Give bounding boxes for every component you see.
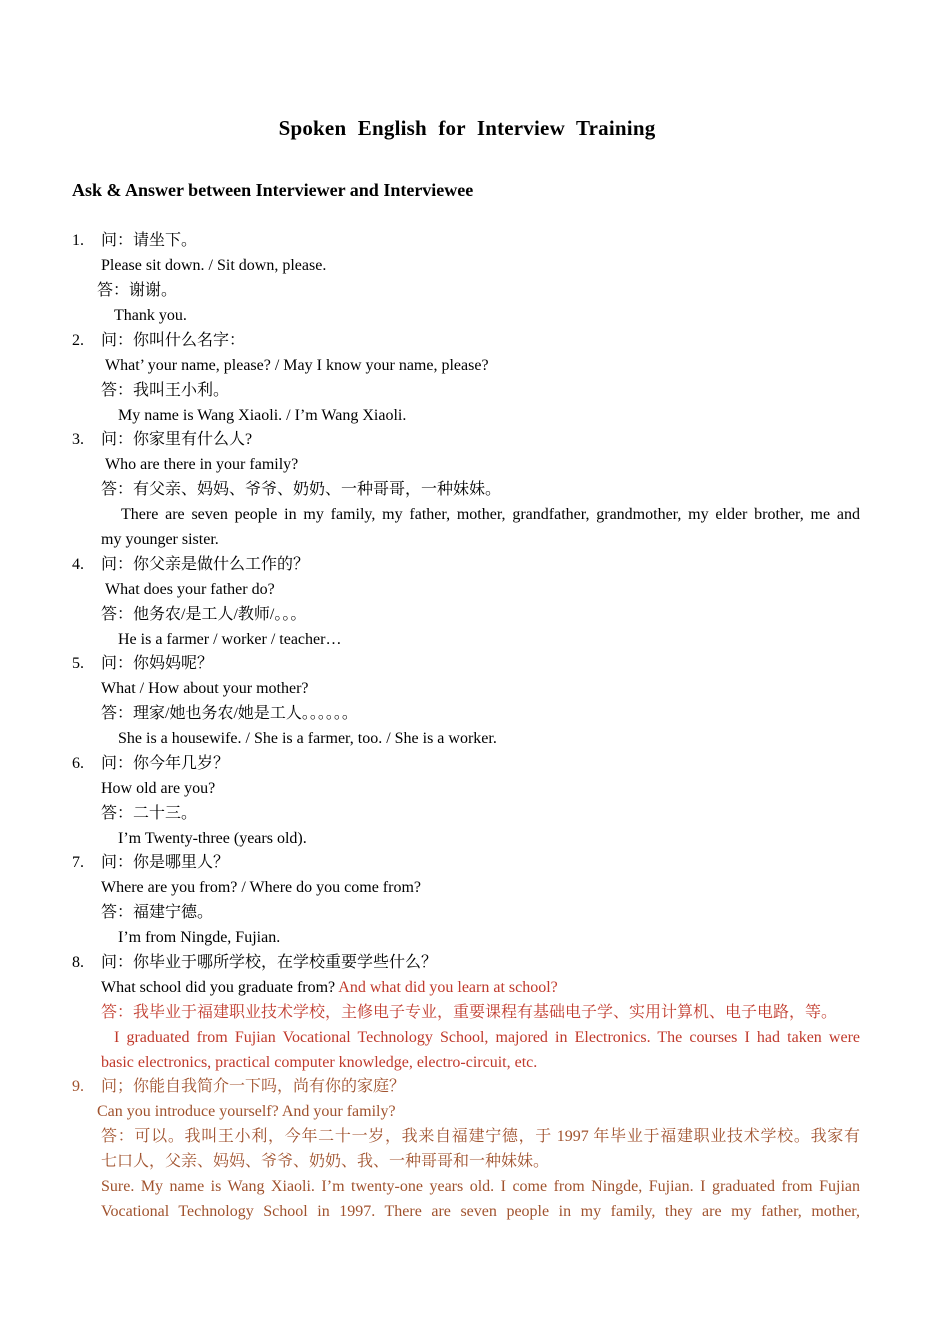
- item-number: 3.: [72, 431, 84, 448]
- question-english: Where are you from? / Where do you come from?: [101, 879, 422, 896]
- question-chinese: 问：你家里有什么人?: [101, 431, 253, 448]
- answer-english: Thank you.: [114, 307, 187, 324]
- question-english: What does your father do?: [105, 581, 275, 598]
- question-english: Who are there in your family?: [105, 456, 299, 473]
- question-english: How old are you?: [101, 780, 216, 797]
- answer-chinese: 答：谢谢。: [97, 282, 178, 299]
- question-english: What’ your name, please? / May I know your name, please?: [105, 357, 489, 374]
- answer-chinese: 答：我叫王小利。: [101, 382, 230, 399]
- item-number: 4.: [72, 556, 84, 573]
- question-chinese: 问：请坐下。: [101, 232, 198, 249]
- item-number: 9.: [72, 1078, 84, 1095]
- question-chinese: 问；你能自我简介一下吗，尚有你的家庭？: [101, 1078, 406, 1095]
- question-chinese: 问：你父亲是做什么工作的？: [101, 556, 310, 573]
- answer-english: I’m Twenty-three (years old).: [118, 830, 307, 847]
- question-chinese: 问：你是哪里人？: [101, 854, 230, 871]
- question-chinese: 问：你妈妈呢？: [101, 655, 214, 672]
- answer-chinese: 答：福建宁德。: [101, 904, 214, 921]
- answer-english: I graduated from Fujian Vocational Technology School, majored in Electronics. The courses I had taken were: [114, 1029, 860, 1046]
- answer-english: There are seven people in my family, my father, mother, grandfather, grandmother, my elder brother, me and: [121, 506, 860, 523]
- question-english: [101, 978, 558, 998]
- page-title: Spoken English for Interview Training: [278, 116, 656, 140]
- item-number: 6.: [72, 755, 84, 772]
- answer-chinese: 答：二十三。: [101, 805, 198, 822]
- item-number: 5.: [72, 655, 84, 672]
- answer-english: He is a farmer / worker / teacher…: [118, 631, 342, 648]
- answer-chinese-continued: 七口人，父亲、妈妈、爷爷、奶奶、我、一种哥哥和一种妹妹。: [101, 1153, 550, 1170]
- answer-chinese: 答：我毕业于福建职业技术学校，主修电子专业，重要课程有基础电子学、实用计算机、电子电路，等。: [101, 1004, 838, 1021]
- answer-english: Sure. My name is Wang Xiaoli. I’m twenty-one years old. I come from Ningde, Fujian. I graduated from Fujian: [101, 1178, 860, 1195]
- item-number: 7.: [72, 854, 84, 871]
- answer-chinese: 答：他务农/是工人/教师/。。。: [101, 606, 307, 623]
- answer-english: My name is Wang Xiaoli. / I’m Wang Xiaoli.: [118, 407, 407, 424]
- question-english-part: What school did you graduate from?: [101, 979, 339, 996]
- question-chinese: 问：你今年几岁？: [101, 755, 230, 772]
- question-chinese: 问：你叫什么名字：: [101, 332, 246, 349]
- answer-english-continued: basic electronics, practical computer knowledge, electro-circuit, etc.: [101, 1054, 538, 1071]
- section-heading: Ask & Answer between Interviewer and Interviewee: [72, 180, 474, 200]
- answer-chinese: 答：可以。我叫王小利，今年二十一岁，我来自福建宁德，于 1997 年毕业于福建职业技术学校。我家有: [101, 1128, 860, 1145]
- item-number: 8.: [72, 954, 84, 971]
- answer-chinese: 答：理家/她也务农/她是工人。。。。。。: [101, 705, 358, 722]
- answer-english-continued: my younger sister.: [101, 531, 219, 548]
- question-english: Please sit down. / Sit down, please.: [101, 257, 327, 274]
- answer-english-continued: Vocational Technology School in 1997. There are seven people in my family, they are my father, mother,: [101, 1203, 860, 1220]
- question-english: What / How about your mother?: [101, 680, 309, 697]
- item-number: 2.: [72, 332, 84, 349]
- answer-english: I’m from Ningde, Fujian.: [118, 929, 281, 946]
- question-english: Can you introduce yourself? And your family?: [97, 1103, 396, 1120]
- item-number: 1.: [72, 232, 84, 249]
- question-chinese: 问：你毕业于哪所学校，在学校重要学些什么？: [101, 954, 438, 971]
- answer-chinese: 答：有父亲、妈妈、爷爷、奶奶、一种哥哥，一种妹妹。: [101, 481, 502, 498]
- question-english-highlight: And what did you learn at school?: [338, 979, 558, 996]
- answer-english: She is a housewife. / She is a farmer, too. / She is a worker.: [118, 730, 497, 747]
